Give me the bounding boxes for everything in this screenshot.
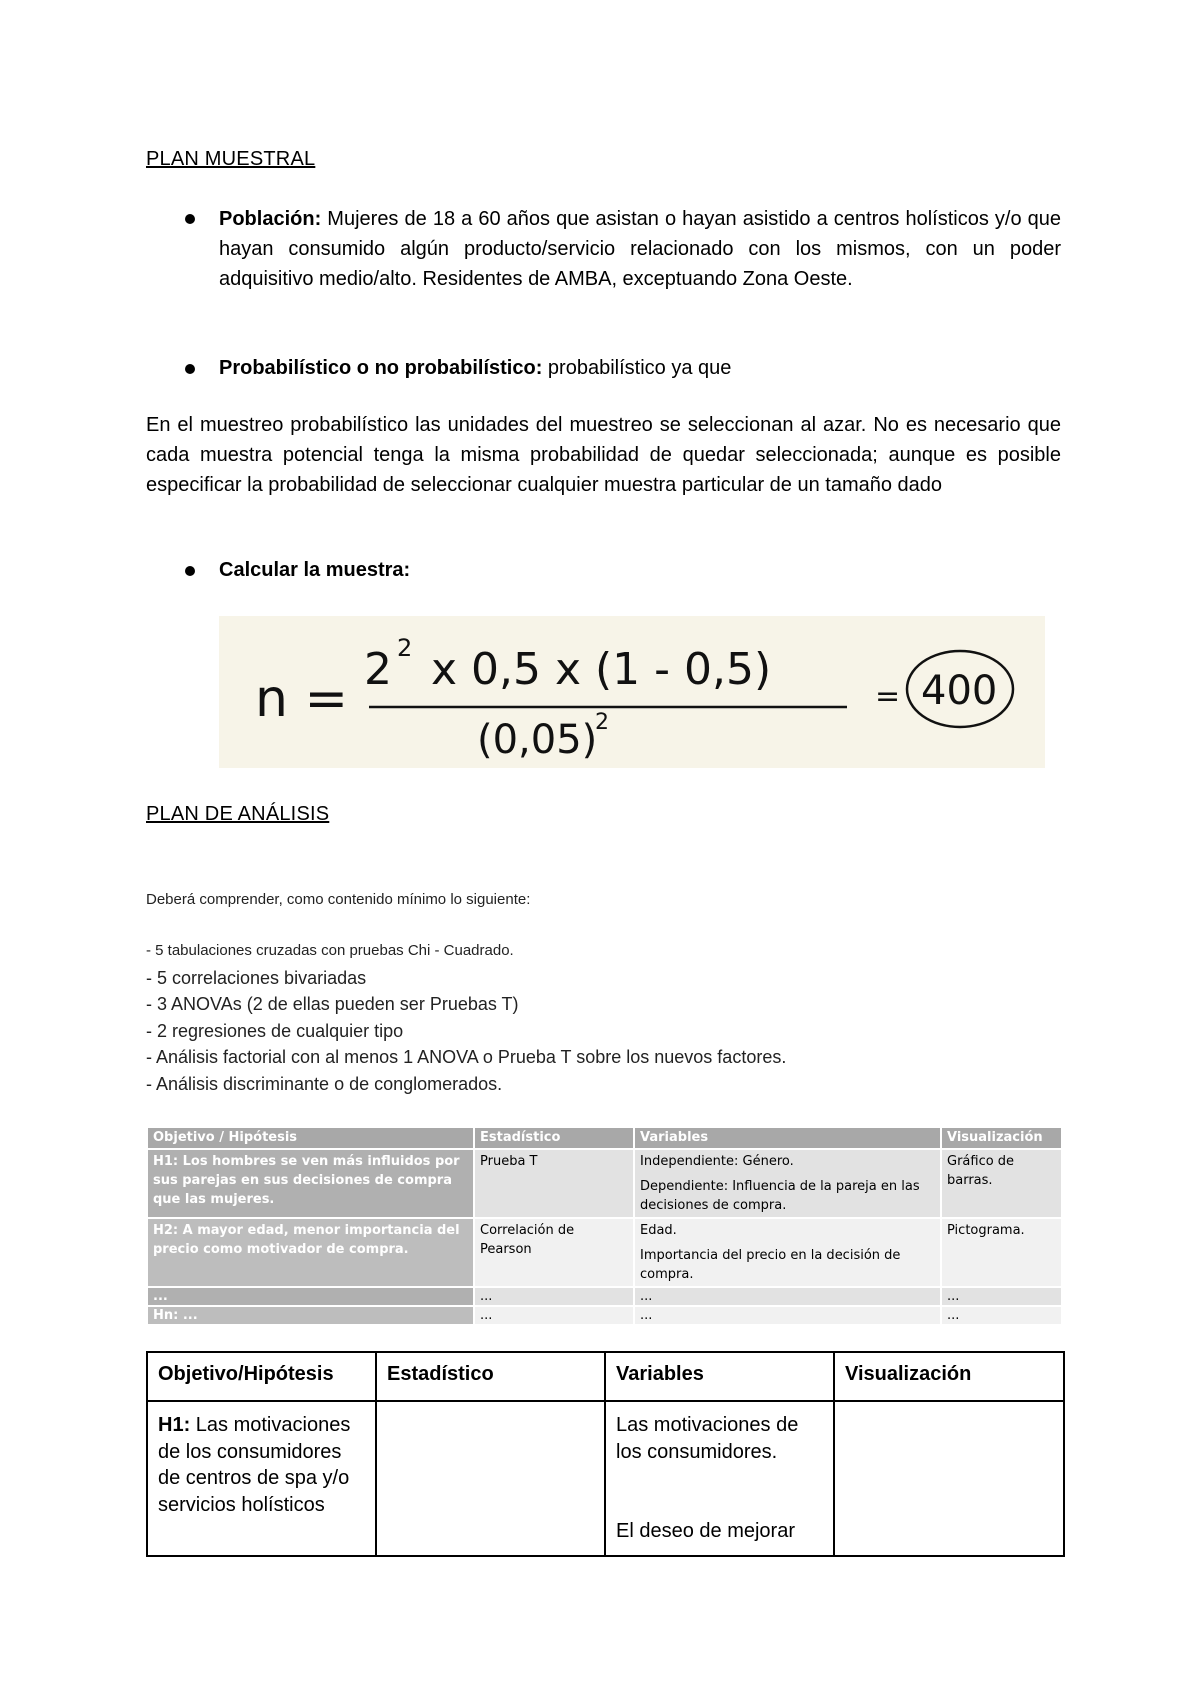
poblacion-text: Mujeres de 18 a 60 años que asistan o hayan asistido a centros holísticos y/o que hayan consumido algún producto/servicio relacionado con los mismos, con un poder adquisitivo medio/alto. Residentes de AMBA, exceptuando Zona Oeste. [219, 208, 1061, 290]
table-cell: Hn: ... [147, 1306, 474, 1325]
column-header: Estadístico [376, 1352, 605, 1401]
formula-equals: = [875, 679, 901, 714]
calcular-item [219, 555, 1061, 585]
statistic-cell [376, 1401, 605, 1556]
hypothesis-label: H1: [158, 1414, 191, 1436]
hypothesis-cell [147, 1401, 376, 1556]
visualization-cell [834, 1401, 1064, 1556]
list-item: - 3 ANOVAs (2 de ellas pueden ser Pruebas T) [146, 994, 519, 1014]
column-header: Estadístico [474, 1127, 634, 1149]
plan-analisis-title: PLAN DE ANÁLISIS [146, 803, 330, 825]
statistic-cell: Prueba T [474, 1149, 634, 1218]
table-cell: ... [941, 1287, 1062, 1306]
table-row [147, 1149, 1062, 1218]
variable-one: Edad. [640, 1223, 677, 1238]
analisis-requirements-list [146, 938, 1061, 1097]
table-row [147, 1218, 1062, 1287]
table-cell: ... [634, 1306, 941, 1325]
variable-dependent: Dependiente: Influencia de la pareja en las decisiones de compra. [640, 1179, 920, 1213]
table-row [147, 1287, 1062, 1306]
column-header: Variables [605, 1352, 834, 1401]
visualization-cell: Pictograma. [941, 1218, 1062, 1287]
variables-cell [634, 1218, 941, 1287]
column-header: Visualización [834, 1352, 1064, 1401]
list-item: - 5 correlaciones bivariadas [146, 967, 367, 988]
hypothesis-plan-table [146, 1351, 1065, 1557]
table-cell: ... [474, 1306, 634, 1325]
hypothesis-text: Las motivaciones de los consumidores de centros de spa y/o servicios holísticos [158, 1414, 351, 1516]
formula-lhs: n = [255, 669, 349, 729]
formula-num-exp: 2 [397, 634, 413, 662]
variable-two: El deseo de mejorar [616, 1520, 795, 1542]
probabilistico-label: Probabilístico o no probabilístico: [219, 357, 543, 379]
poblacion-label: Población: [219, 208, 322, 230]
bullet-dot [185, 364, 195, 374]
list-item: - Análisis discriminante o de conglomerados. [146, 1073, 503, 1094]
table-header-row [147, 1127, 1062, 1149]
statistic-cell: Correlación de Pearson [474, 1218, 634, 1287]
spacer [616, 1465, 823, 1518]
visualization-cell: Gráfico de barras. [941, 1149, 1062, 1218]
list-item: - Análisis factorial con al menos 1 ANOVA o Prueba T sobre los nuevos factores. [146, 1047, 787, 1067]
example-hypothesis-table [146, 1126, 1063, 1326]
calcular-label: Calcular la muestra: [219, 559, 411, 581]
formula-result: 400 [921, 668, 998, 714]
muestreo-paragraph: En el muestreo probabilístico las unidades del muestreo se seleccionan al azar. No es necesario que cada muestra potencial tenga la misma probabilidad de quedar seleccionada; aunque es posible especificar la probabilidad de seleccionar cualquier muestra particular de un tamaño dado [146, 414, 1061, 496]
variable-one: Las motivaciones de los consumidores. [616, 1414, 799, 1463]
variable-two: Importancia del precio en la decisión de compra. [640, 1248, 901, 1282]
formula-num-base: 2 [364, 644, 392, 695]
formula-denominator: (0,05) [477, 717, 598, 763]
variable-independent: Independiente: Género. [640, 1154, 794, 1169]
hypothesis-cell: H2: A mayor edad, menor importancia del precio como motivador de compra. [147, 1218, 474, 1287]
table-cell: ... [941, 1306, 1062, 1325]
table-row [147, 1306, 1062, 1325]
probabilistico-item [219, 353, 1061, 383]
column-header: Visualización [941, 1127, 1062, 1149]
variables-cell [605, 1401, 834, 1556]
table-header-row [147, 1352, 1064, 1401]
column-header: Variables [634, 1127, 941, 1149]
column-header: Objetivo / Hipótesis [147, 1127, 474, 1149]
table-row [147, 1401, 1064, 1556]
table-cell: ... [634, 1287, 941, 1306]
hypothesis-cell: H1: Los hombres se ven más influidos por sus parejas en sus decisiones de compra que las mujeres. [147, 1149, 474, 1218]
plan-muestral-title: PLAN MUESTRAL [146, 148, 316, 170]
probabilistico-text: probabilístico ya que [542, 357, 732, 379]
formula-den-exp: 2 [595, 710, 609, 735]
formula-drawing [219, 616, 1045, 768]
bullet-dot [185, 566, 195, 576]
table-cell: ... [147, 1287, 474, 1306]
bullet-dot [185, 214, 195, 224]
sample-size-formula [219, 616, 1045, 768]
list-item: - 5 tabulaciones cruzadas con pruebas Chi - Cuadrado. [146, 942, 514, 959]
poblacion-item [219, 204, 1061, 294]
variables-cell [634, 1149, 941, 1218]
column-header: Objetivo/Hipótesis [147, 1352, 376, 1401]
list-item: - 2 regresiones de cualquier tipo [146, 1020, 404, 1041]
formula-num-rest: x 0,5 x (1 - 0,5) [431, 644, 772, 695]
analisis-intro: Deberá comprender, como contenido mínimo lo siguiente: [146, 891, 531, 908]
table-cell: ... [474, 1287, 634, 1306]
